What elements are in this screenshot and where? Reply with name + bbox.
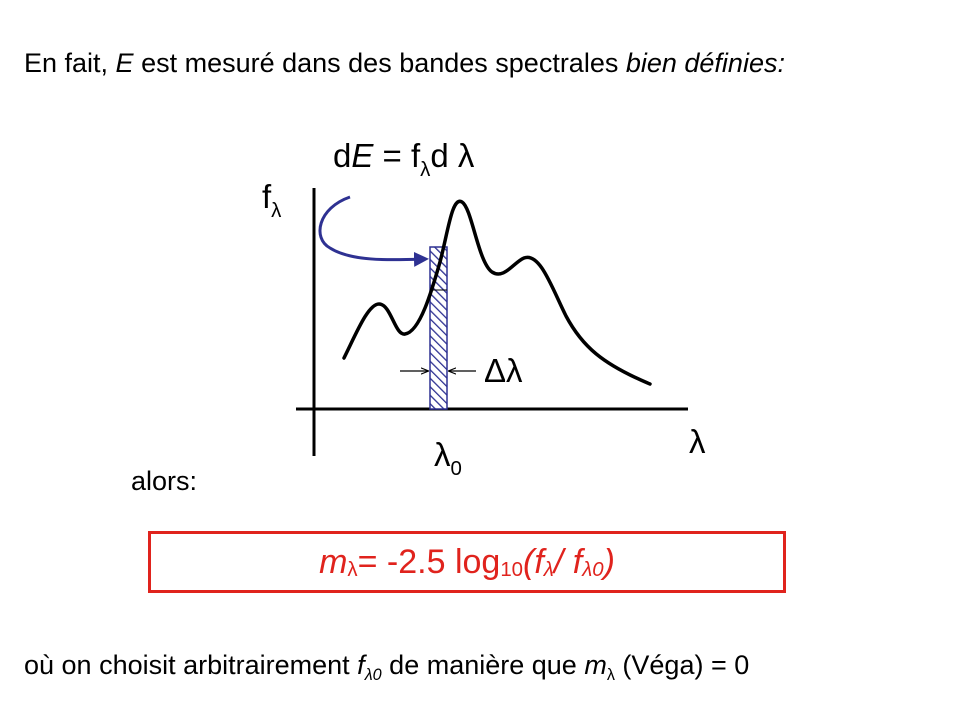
lambda0-base: λ xyxy=(434,436,451,473)
intro-emphasis: bien définies: xyxy=(625,48,785,78)
eq-sub: λ xyxy=(420,157,431,181)
y-axis-base: f xyxy=(262,178,272,215)
eq-eq: = f xyxy=(373,137,421,174)
footer-m: m xyxy=(584,650,607,680)
alors-text: alors: xyxy=(131,466,198,496)
formula-paren-close: ) xyxy=(603,542,615,581)
lambda0-sub: 0 xyxy=(450,456,462,480)
y-axis-label xyxy=(262,178,282,222)
lambda0-label xyxy=(434,436,462,480)
eq-e: E xyxy=(351,137,374,174)
eq-d1: d xyxy=(333,137,352,174)
formula-slash: / f xyxy=(553,542,583,581)
formula-m: m xyxy=(319,542,348,581)
x-axis-label: λ xyxy=(689,423,706,460)
footer-f-sub: λ0 xyxy=(364,665,382,684)
footer-text xyxy=(24,650,750,684)
y-axis-sub: λ xyxy=(271,198,282,222)
intro-prefix: En fait, xyxy=(24,48,116,78)
magnitude-formula: m λ = -2.5 log 10 (f λ / f λ0 ) xyxy=(148,531,786,593)
footer-m-sub: λ xyxy=(606,665,615,684)
formula-paren-open: (f xyxy=(523,542,544,581)
delta-lambda-label: Δλ xyxy=(484,352,523,389)
footer-t2: de manière que xyxy=(381,650,585,680)
footer-t1: où on choisit arbitrairement xyxy=(24,650,358,680)
footer-f: f xyxy=(357,650,365,680)
formula-mid: = -2.5 log xyxy=(357,542,501,581)
intro-middle: est mesuré dans des bandes spectrales xyxy=(133,48,626,78)
pointer-arrow xyxy=(320,197,426,260)
footer-t3: (Véga) = 0 xyxy=(614,650,750,680)
eq-d2: d λ xyxy=(430,137,475,174)
intro-var-e: E xyxy=(115,48,134,78)
differential-equation xyxy=(333,137,475,181)
